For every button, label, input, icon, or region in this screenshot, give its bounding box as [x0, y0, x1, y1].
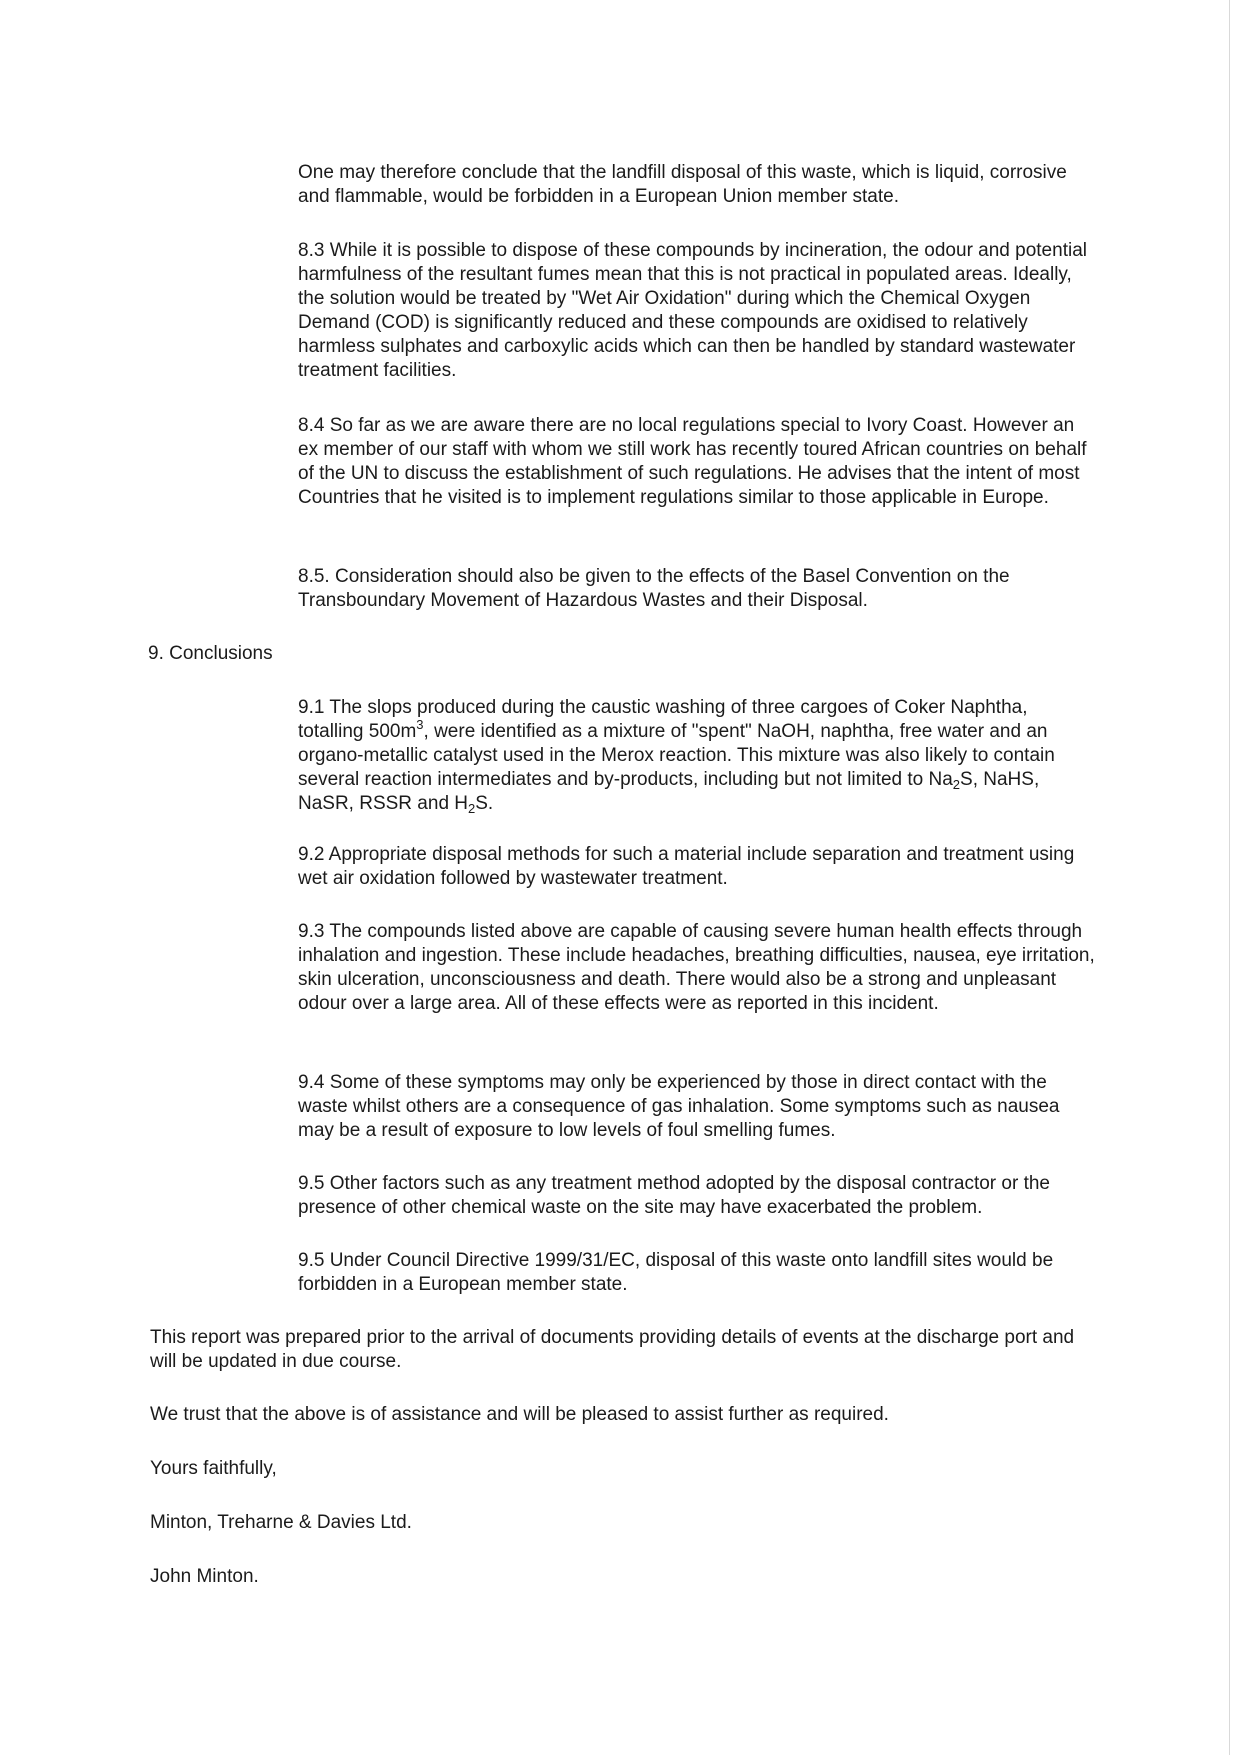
paragraph-9-3: [298, 920, 1098, 1016]
paragraph-8-3: [298, 239, 1098, 383]
report-note: [150, 1326, 1100, 1374]
salutation: [150, 1457, 1100, 1481]
paragraph-9-1-text: [298, 696, 1098, 816]
paragraph-9-5-directive-text: 9.5 Under Council Directive 1999/31/EC, disposal of this waste onto landfill sites would be forbidden in a European member state.: [298, 1250, 1054, 1295]
paragraph-9-2: [298, 843, 1098, 891]
paragraph-9-1-part-b: , were identified as a mixture of "spent" NaOH, naphtha, free water and an organo-metallic catalyst used in the Merox reaction. This mixture was also likely to contain several reaction intermediates and by-products, including but not limited to Na: [298, 721, 1055, 790]
paragraph-9-4: [298, 1071, 1098, 1143]
paragraph-9-1-part-a: 9.1 The slops produced during the caustic washing of three cargoes of Coker Naphtha, totalling 500m: [298, 697, 1028, 742]
scan-edge-line: [1229, 0, 1230, 1755]
salutation-text: Yours faithfully,: [150, 1458, 277, 1479]
subscript-na2: 2: [952, 777, 961, 792]
company-name-text: Minton, Treharne & Davies Ltd.: [150, 1512, 412, 1533]
paragraph-intro: [298, 161, 1098, 209]
subscript-h2: 2: [468, 801, 476, 816]
company-name: [150, 1511, 1100, 1535]
superscript-cubed: 3: [416, 717, 424, 732]
paragraph-intro-text: One may therefore conclude that the landfill disposal of this waste, which is liquid, corrosive and flammable, would be forbidden in a European Union member state.: [298, 162, 1067, 207]
paragraph-8-4: [298, 414, 1098, 510]
paragraph-8-3-text: 8.3 While it is possible to dispose of these compounds by incineration, the odour and potential harmfulness of the resultant fumes mean that this is not practical in populated areas. Ideally, the solution would be treated by "Wet Air Oxidation" during which the Chemical Oxygen Demand (COD) is significantly reduced and these compounds are oxidised to relatively harmless sulphates and carboxylic acids which can then be handled by standard wastewater treatment facilities.: [298, 240, 1087, 381]
paragraph-8-4-text: 8.4 So far as we are aware there are no local regulations special to Ivory Coast. However an ex member of our staff with whom we still work has recently toured African countries on behalf of the UN to discuss the establishment of such regulations. He advises that the intent of most Countries that he visited is to implement regulations similar to those applicable in Europe.: [298, 415, 1087, 508]
paragraph-8-5: [298, 565, 1098, 613]
paragraph-9-5-directive: [298, 1249, 1098, 1297]
paragraph-9-5-factors: [298, 1172, 1098, 1220]
paragraph-9-5-factors-text: 9.5 Other factors such as any treatment method adopted by the disposal contractor or the presence of other chemical waste on the site may have exacerbated the problem.: [298, 1173, 1050, 1218]
paragraph-8-5-text: 8.5. Consideration should also be given to the effects of the Basel Convention on the Transboundary Movement of Hazardous Wastes and their Disposal.: [298, 566, 1010, 611]
paragraph-9-1-part-d: S.: [475, 793, 494, 814]
paragraph-9-1-part-c: S, NaHS, NaSR, RSSR and H: [298, 769, 1040, 814]
paragraph-9-1: [298, 696, 1098, 816]
paragraph-9-4-text: 9.4 Some of these symptoms may only be experienced by those in direct contact with the waste whilst others are a consequence of gas inhalation. Some symptoms such as nausea may be a result of exposure to low levels of foul smelling fumes.: [298, 1072, 1060, 1141]
signatory: [150, 1565, 1100, 1589]
section-heading-conclusions: 9. Conclusions: [148, 643, 273, 664]
trust-line: [150, 1403, 1100, 1427]
trust-line-text: We trust that the above is of assistance and will be pleased to assist further as required.: [150, 1404, 889, 1425]
paragraph-9-2-text: 9.2 Appropriate disposal methods for such a material include separation and treatment using wet air oxidation followed by wastewater treatment.: [298, 844, 1075, 889]
report-note-text: This report was prepared prior to the arrival of documents providing details of events at the discharge port and will be updated in due course.: [150, 1327, 1075, 1372]
paragraph-9-3-text: 9.3 The compounds listed above are capable of causing severe human health effects through inhalation and ingestion. These include headaches, breathing difficulties, nausea, eye irritation, skin ulceration, unconsciousness and death. There would also be a strong and unpleasant odour over a large area. All of these effects were as reported in this incident.: [298, 921, 1095, 1014]
signatory-text: John Minton.: [150, 1566, 259, 1587]
